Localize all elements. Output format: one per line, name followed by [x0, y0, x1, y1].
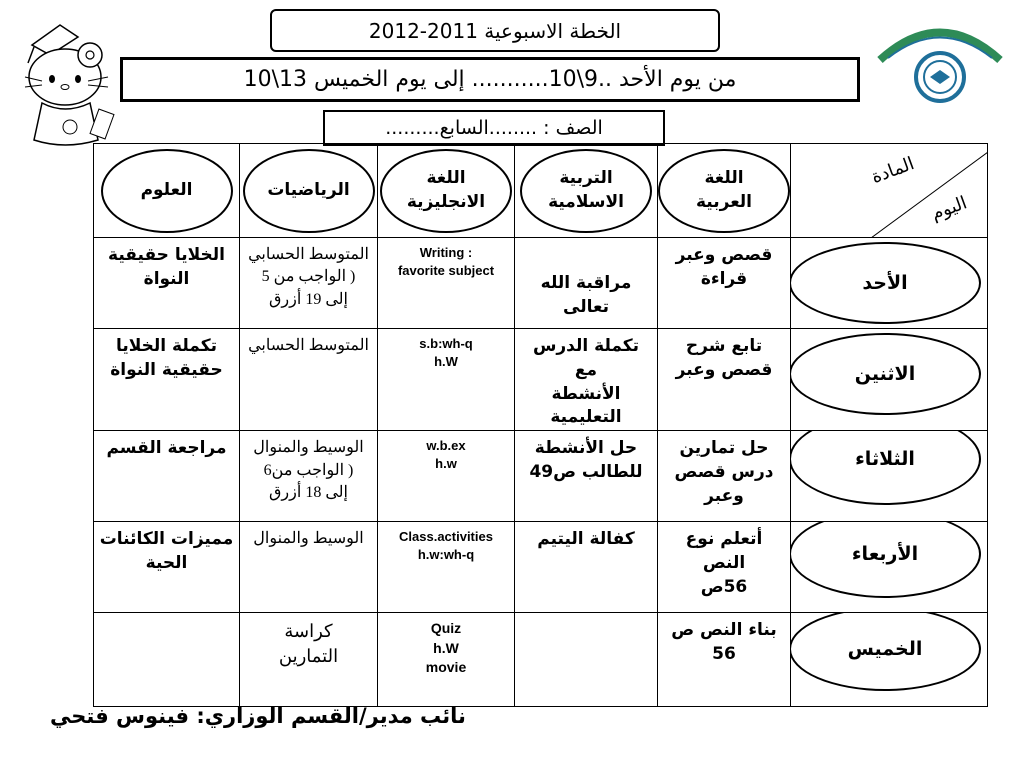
- day-row-thursday: [94, 613, 988, 707]
- plan-cell: أتعلم نوع النص 56ص: [658, 522, 791, 613]
- plan-cell: Quiz h.W movie: [378, 613, 515, 707]
- day-label: الخميس: [791, 613, 982, 692]
- day-cell: [791, 613, 988, 707]
- day-cell: [791, 238, 988, 329]
- day-label: الأحد: [791, 242, 982, 324]
- corner-subject-label: المادة: [868, 153, 918, 188]
- plan-cell: حل تمارين درس قصص وعبر: [658, 431, 791, 522]
- plan-cell: s.b:wh-q h.W: [378, 329, 515, 431]
- day-label: الأربعاء: [791, 522, 982, 599]
- plan-cell: حل الأنشطة للطالب ص49: [515, 431, 658, 522]
- day-row-monday: [94, 329, 988, 431]
- weekly-plan-table: [93, 143, 988, 707]
- day-row-wednesday: [94, 522, 988, 613]
- corner-day-label: اليوم: [928, 192, 970, 225]
- plan-cell: مراجعة القسم: [94, 431, 240, 522]
- plan-cell: [94, 613, 240, 707]
- day-label: الثلاثاء: [791, 431, 982, 506]
- plan-cell: بناء النص ص 56: [658, 613, 791, 707]
- plan-cell: قصص وعبر قراءة: [658, 238, 791, 329]
- plan-cell: كراسة التمارين: [240, 613, 378, 707]
- subject-header-islamic: التربية الاسلامية: [515, 144, 658, 238]
- day-cell: [791, 522, 988, 613]
- subject-header-science: العلوم: [94, 144, 240, 238]
- subject-header-math: الرياضيات: [240, 144, 378, 238]
- class-label: الصف : ........السابع.........: [323, 110, 665, 146]
- plan-cell: تكملة الدرس مع الأنشطة التعليمية: [515, 329, 658, 431]
- plan-cell: [515, 613, 658, 707]
- subject-header-arabic: اللغة العربية: [658, 144, 791, 238]
- date-range: من يوم الأحد ..9\10........... إلى يوم الخميس 13\10: [120, 57, 860, 102]
- plan-cell: المتوسط الحسابي ( الواجب من 5 إلى 19 أزرق: [240, 238, 378, 329]
- day-cell: [791, 329, 988, 431]
- plan-cell: تكملة الخلايا حقيقية النواة: [94, 329, 240, 431]
- cartoon-cat-graduate-icon: [20, 15, 120, 150]
- plan-cell: كفالة اليتيم: [515, 522, 658, 613]
- plan-cell: الوسيط والمنوال: [240, 522, 378, 613]
- plan-cell: المتوسط الحسابي: [240, 329, 378, 431]
- day-cell: [791, 431, 988, 522]
- day-row-tuesday: [94, 431, 988, 522]
- plan-cell: Class.activities h.w:wh-q: [378, 522, 515, 613]
- plan-title: الخطة الاسبوعية 2011-2012: [270, 9, 720, 52]
- day-row-sunday: [94, 238, 988, 329]
- day-label: الاثنين: [791, 333, 982, 415]
- plan-cell: مراقبة الله تعالى: [515, 238, 658, 329]
- plan-cell: تابع شرح قصص وعبر: [658, 329, 791, 431]
- plan-cell: الوسيط والمنوال ( الواجب من6 إلى 18 أزرق: [240, 431, 378, 522]
- corner-cell: [791, 144, 988, 238]
- header-row: [94, 144, 988, 238]
- school-logo-icon: [870, 15, 1010, 110]
- plan-cell: الخلايا حقيقية النواة: [94, 238, 240, 329]
- footer-signature: نائب مدير/القسم الوزاري: فينوس فتحي: [50, 704, 466, 728]
- plan-cell: w.b.ex h.w: [378, 431, 515, 522]
- subject-header-english: اللغة الانجليزية: [378, 144, 515, 238]
- plan-cell: Writing : favorite subject: [378, 238, 515, 329]
- plan-cell: مميزات الكائنات الحية: [94, 522, 240, 613]
